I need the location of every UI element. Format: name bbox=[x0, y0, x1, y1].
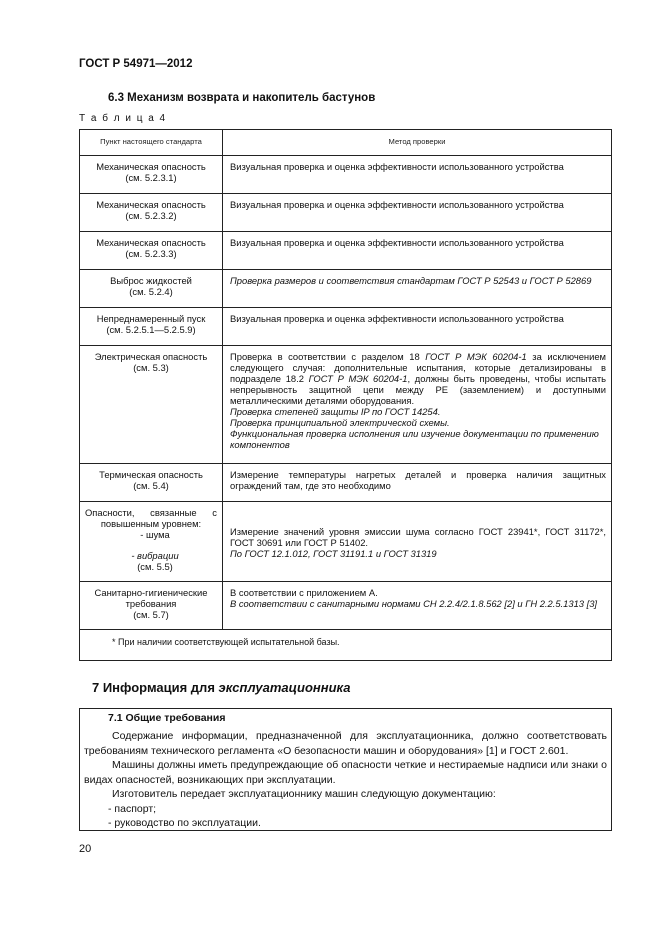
item-line: Выброс жидкостей bbox=[110, 274, 192, 286]
item-line: Опасности, связанные с bbox=[85, 506, 217, 518]
table-footnote: * При наличии соответствующей испытательной базы. bbox=[80, 629, 612, 660]
method-line: В соответствии с приложением А. bbox=[230, 586, 378, 598]
table-row bbox=[80, 231, 612, 269]
item-line: Механическая опасность bbox=[96, 198, 206, 210]
method-line: Проверка степеней защиты IP по ГОСТ 14254. bbox=[230, 405, 441, 417]
item-line: - шума bbox=[140, 528, 170, 540]
item-line: (см. 5.5) bbox=[137, 560, 173, 572]
method-cell: Визуальная проверка и оценка эффективности использованного устройства bbox=[223, 155, 612, 193]
table-4 bbox=[79, 129, 612, 661]
method-cell: Визуальная проверка и оценка эффективности использованного устройства bbox=[223, 307, 612, 345]
section-7-1-title: 7.1 Общие требования bbox=[108, 712, 226, 724]
table-row bbox=[80, 155, 612, 193]
table-row bbox=[80, 193, 612, 231]
section-7-1-box bbox=[79, 708, 612, 831]
item-cell bbox=[80, 501, 223, 581]
item-line: Непреднамеренный пуск bbox=[96, 312, 206, 324]
item-cell bbox=[80, 269, 223, 307]
item-cell bbox=[80, 307, 223, 345]
item-line: - вибрации bbox=[131, 549, 179, 561]
item-cell bbox=[80, 193, 223, 231]
method-line: Функциональная проверка исполнения или изучение документации по применению компонентов bbox=[230, 427, 599, 450]
method-cell bbox=[223, 501, 612, 581]
item-line: Термическая опасность bbox=[99, 468, 203, 480]
column-header-method: Метод проверки bbox=[223, 130, 612, 156]
item-line: (см. 5.2.4) bbox=[129, 285, 173, 297]
item-line: (см. 5.2.3.2) bbox=[125, 209, 177, 221]
item-line: требования bbox=[125, 597, 177, 609]
list-item: - паспорт; bbox=[108, 802, 157, 815]
section-6-3-title: 6.3 Механизм возврата и накопитель бастунов bbox=[108, 92, 376, 104]
item-line: Механическая опасность bbox=[96, 160, 206, 172]
column-header-item: Пункт настоящего стандарта bbox=[80, 130, 223, 156]
item-cell bbox=[80, 463, 223, 501]
table-footnote-row bbox=[80, 629, 612, 660]
table-row bbox=[80, 581, 612, 629]
item-cell bbox=[80, 581, 223, 629]
table-label: Т а б л и ц а 4 bbox=[79, 113, 167, 124]
paragraph: Изготовитель передает эксплуатационнику машин следующую документацию: bbox=[112, 788, 496, 801]
item-line: (см. 5.3) bbox=[133, 361, 169, 373]
item-line: Электрическая опасность bbox=[94, 350, 208, 362]
method-cell: Визуальная проверка и оценка эффективности использованного устройства bbox=[223, 193, 612, 231]
item-line: повышенным уровнем: bbox=[100, 517, 202, 529]
list-item: - руководство по эксплуатации. bbox=[108, 817, 261, 830]
method-cell: Визуальная проверка и оценка эффективности использованного устройства bbox=[223, 231, 612, 269]
method-cell bbox=[223, 345, 612, 463]
table-row bbox=[80, 269, 612, 307]
method-paragraph: Проверка в соответствии с разделом 18 ГОСТ Р МЭК 60204-1 за исключением следующего случая: дополнительные испытания, которые детализированы в подразделе 18.2 ГОСТ Р МЭК 60204-1, должны быть проведены, чтобы испытать непрерывность защитной цепи между PE (заземлением) и доступными металлическими деталями оборудования. bbox=[230, 350, 606, 406]
table-header-row bbox=[80, 130, 612, 156]
table-row bbox=[80, 501, 612, 581]
page-number: 20 bbox=[79, 843, 92, 855]
method-line: По ГОСТ 12.1.012, ГОСТ 31191.1 и ГОСТ 31319 bbox=[230, 547, 437, 559]
table-row bbox=[80, 463, 612, 501]
method-line: В соответствии с санитарными нормами СН 2.2.4/2.1.8.562 [2] и ГН 2.2.5.1313 [3] bbox=[230, 597, 598, 609]
item-line: Механическая опасность bbox=[96, 236, 206, 248]
item-line: (см. 5.7) bbox=[133, 608, 169, 620]
method-cell: Проверка размеров и соответствия стандартам ГОСТ Р 52543 и ГОСТ Р 52869 bbox=[223, 269, 612, 307]
paragraph: Машины должны иметь предупреждающие об опасности четкие и нестираемые надписи или знаки о видах опасностей, возникающих при эксплуатации. bbox=[84, 759, 607, 786]
table-row bbox=[80, 345, 612, 463]
method-cell bbox=[223, 581, 612, 629]
section-7-title: 7 Информация для эксплуатационника bbox=[92, 680, 351, 695]
table-row bbox=[80, 307, 612, 345]
item-line: (см. 5.2.3.1) bbox=[125, 171, 177, 183]
item-line: (см. 5.2.3.3) bbox=[125, 247, 177, 259]
method-line: Проверка принципиальной электрической схемы. bbox=[230, 416, 450, 428]
item-cell bbox=[80, 345, 223, 463]
method-line: Измерение значений уровня эмиссии шума согласно ГОСТ 23941*, ГОСТ 31172*, ГОСТ 30691 или ГОСТ Р 51402. bbox=[230, 525, 606, 548]
item-cell bbox=[80, 231, 223, 269]
item-line: (см. 5.2.5.1—5.2.5.9) bbox=[106, 323, 196, 335]
document-header: ГОСТ Р 54971—2012 bbox=[79, 58, 193, 70]
item-line: Санитарно-гигиенические bbox=[94, 586, 208, 598]
item-cell bbox=[80, 155, 223, 193]
item-line: (см. 5.4) bbox=[133, 479, 169, 491]
method-cell: Измерение температуры нагретых деталей и проверка наличия защитных ограждений там, где это необходимо bbox=[223, 463, 612, 501]
paragraph: Содержание информации, предназначенной для эксплуатационника, должно соответствовать требованиям технического регламента «О безопасности машин и оборудования» [1] и ГОСТ 2.601. bbox=[84, 730, 607, 757]
